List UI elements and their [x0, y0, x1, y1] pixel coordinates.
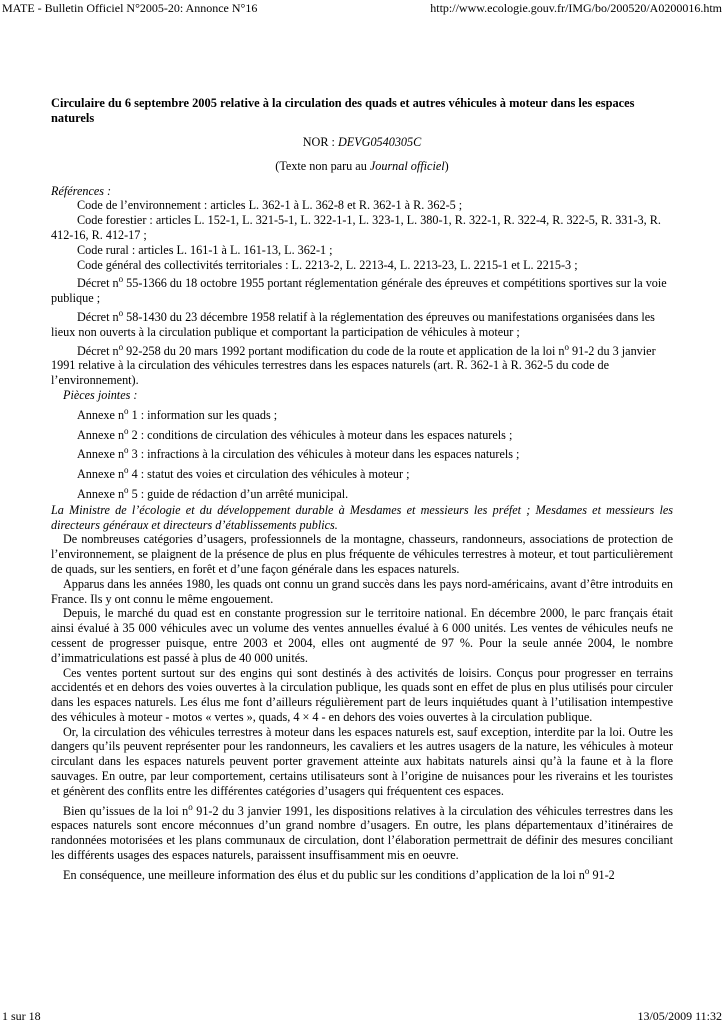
publication-note-prefix: (Texte non paru au [275, 158, 370, 173]
decree-word: Décret n [77, 343, 119, 358]
paragraph-7-b: 91-2 [589, 867, 615, 882]
nor-line [51, 135, 673, 150]
annexe-3 [51, 447, 673, 462]
paragraph-4: Ces ventes portent surtout sur des engins qui sont destinés à des activités de loisirs. Conçus pour progresser en terrains accidentés et en dehors des voies ouvertes à la circulation publique, les quads sont en effet de plus en plus utilisés pour circuler dans les espaces naturels. Les élus me font d’ailleurs régulièrement part de leurs inquiétudes quant à l’utilisation intempestive des véhicules à moteur - motos « vertes », quads, 4 × 4 - en dehors des voies ouvertes à la circulation publique. [51, 665, 673, 724]
publication-note-journal: Journal officiel [369, 158, 445, 173]
addressee: La Ministre de l’écologie et du développement durable à Mesdames et messieurs les préfet ; Mesdames et messieurs les directeurs généraux et directeurs d’établissements publics. [51, 502, 673, 532]
annexe-5-text: 5 : guide de rédaction d’un arrêté municipal. [128, 486, 349, 501]
sup-o: o [118, 341, 124, 352]
decree-word: Décret n [77, 276, 119, 291]
annexe-2-text: 2 : conditions de circulation des véhicules à moteur dans les espaces naturels ; [128, 427, 513, 442]
decree-word: Décret n [77, 309, 119, 324]
nor-prefix: NOR : [302, 135, 338, 149]
annexe-word: Annexe n [77, 486, 125, 501]
sup-o: o [124, 425, 129, 436]
sup-o: o [118, 274, 124, 285]
paragraph-2: Apparus dans les années 1980, les quads ont connu un grand succès dans les pays nord-américains, avant d’être introduits en France. Ils y ont connu le même engouement. [51, 576, 673, 606]
references-label: Références : [51, 183, 112, 198]
sup-o: o [118, 307, 124, 318]
document-body [51, 96, 673, 883]
annexe-5 [51, 484, 673, 502]
decree-3-text-b: 91-2 du 3 janvier 1991 relative à la circulation des véhicules terrestres dans les espaces naturels (art. R. 362-1 à R. 362-5 du code de l’environnement). [51, 343, 656, 388]
annexe-1 [51, 405, 673, 423]
annexe-word: Annexe n [77, 447, 125, 462]
decree-3-text-a: 92-258 du 20 mars 1992 portant modification du code de la route et application de la loi n [123, 343, 565, 358]
annexe-2 [51, 425, 673, 443]
publication-note [51, 159, 673, 174]
reference-env: Code de l’environnement : articles L. 362-1 à L. 362-8 et R. 362-1 à R. 362-5 ; [77, 198, 463, 213]
paragraph-6 [51, 801, 674, 863]
nor-code: DEVG0540305C [337, 135, 422, 149]
attachments-label: Pièces jointes : [63, 387, 138, 402]
decree-2 [51, 307, 673, 340]
annexe-3-text: 3 : infractions à la circulation des véhicules à moteur dans les espaces naturels ; [128, 447, 520, 462]
annexe-4 [51, 467, 673, 482]
paragraph-3: Depuis, le marché du quad est en constante progression sur le territoire national. En décembre 2000, le parc français était ainsi évalué à 35 000 véhicules avec un volume des ventes annuelles évalué à 6 000 unités. Les ventes de véhicules neufs ne cessent de progresser puisque, entre 2003 et 2004, elles ont augmenté de 97 %. Pour la seule année 2004, le nombre d’immatriculations est passé à plus de 40 000 unités. [51, 606, 673, 665]
paragraph-7-a: En conséquence, une meilleure information des élus et du public sur les conditions d’application de la loi n [63, 867, 585, 882]
annexe-word: Annexe n [77, 427, 125, 442]
paragraph-6-a: Bien qu’issues de la loi n [63, 803, 189, 818]
sup-o: o [188, 801, 193, 812]
print-timestamp: 13/05/2009 11:32 [637, 1009, 722, 1023]
decree-1 [51, 276, 673, 306]
annexe-word: Annexe n [77, 407, 125, 422]
publication-note-suffix: ) [444, 158, 449, 173]
document-title: Circulaire du 6 septembre 2005 relative à la circulation des quads et autres véhicules à moteur dans les espaces naturels [51, 96, 635, 125]
sup-o: o [124, 465, 129, 476]
paragraph-6-b: 91-2 du 3 janvier 1991, les dispositions relatives à la circulation des véhicules terrestres dans les espaces naturels sont encore méconnues d’un grand nombre d’usagers. En outre, les plans départementaux d’itinéraires de randonnées motorisées et les plans communaux de circulation, dont l’élaboration permettrait de définir des mesures conciliant les différents usages des espaces naturels, paraissent insuffisamment mis en oeuvre. [51, 803, 674, 863]
sup-o: o [124, 405, 129, 416]
sup-o: o [564, 341, 569, 352]
sup-o: o [584, 865, 590, 876]
paragraph-1: De nombreuses catégories d’usagers, professionnels de la montagne, chasseurs, randonneurs, associations de protection de l’environnement, se plaignent de la présence de plus en plus fréquente de véhicules terrestres à moteur, et tout particulièrement de quads, sur les sentiers, en forêt et d’une façon générale dans les espaces naturels. [51, 532, 673, 576]
decree-3 [51, 341, 673, 388]
header-left-text: MATE - Bulletin Officiel N°2005-20: Annonce N°16 [2, 1, 258, 15]
decree-2-text: 58-1430 du 23 décembre 1958 relatif à la réglementation des épreuves ou manifestations organisées dans les lieux non ouverts à la circulation publique et comportant la participation de véhicules à moteur ; [51, 309, 655, 339]
annexe-word: Annexe n [77, 467, 125, 482]
annexe-1-text: 1 : information sur les quads ; [128, 407, 278, 422]
sup-o: o [124, 445, 129, 456]
reference-cgct: Code général des collectivités territoriales : L. 2213-2, L. 2213-4, L. 2213-23, L. 2215-1 et L. 2215-3 ; [77, 257, 578, 272]
decree-1-text: 55-1366 du 18 octobre 1955 portant réglementation générale des épreuves et compétitions sportives sur la voie publique ; [51, 276, 667, 306]
annexe-4-text: 4 : statut des voies et circulation des véhicules à moteur ; [128, 467, 410, 482]
page-count: 1 sur 18 [2, 1009, 41, 1023]
header-url: http://www.ecologie.gouv.fr/IMG/bo/200520/A0200016.htm [430, 1, 722, 15]
paragraph-7 [51, 865, 673, 883]
reference-rural: Code rural : articles L. 161-1 à L. 161-13, L. 362-1 ; [77, 242, 333, 257]
sup-o: o [124, 484, 129, 495]
paragraph-5: Or, la circulation des véhicules terrestres à moteur dans les espaces naturels est, sauf exception, interdite par la loi. Outre les dangers qu’ils peuvent représenter pour les randonneurs, les cavaliers et les autres usagers de la nature, les véhicules à moteur circulant dans les espaces naturels peuvent porter gravement atteinte aux habitats naturels ainsi qu’à la faune et à la flore sauvages. En outre, par leur comportement, certains utilisateurs sont à l’origine de nuisances pour les riverains et les touristes et génèrent des conflits entre les différentes catégories d’usagers qui fréquentent ces espaces. [51, 724, 673, 798]
reference-forest: Code forestier : articles L. 152-1, L. 321-5-1, L. 322-1-1, L. 323-1, L. 380-1, R. 322-1, R. 322-4, R. 322-5, R. 331-3, R. 412-16, R. 412-17 ; [51, 213, 661, 242]
